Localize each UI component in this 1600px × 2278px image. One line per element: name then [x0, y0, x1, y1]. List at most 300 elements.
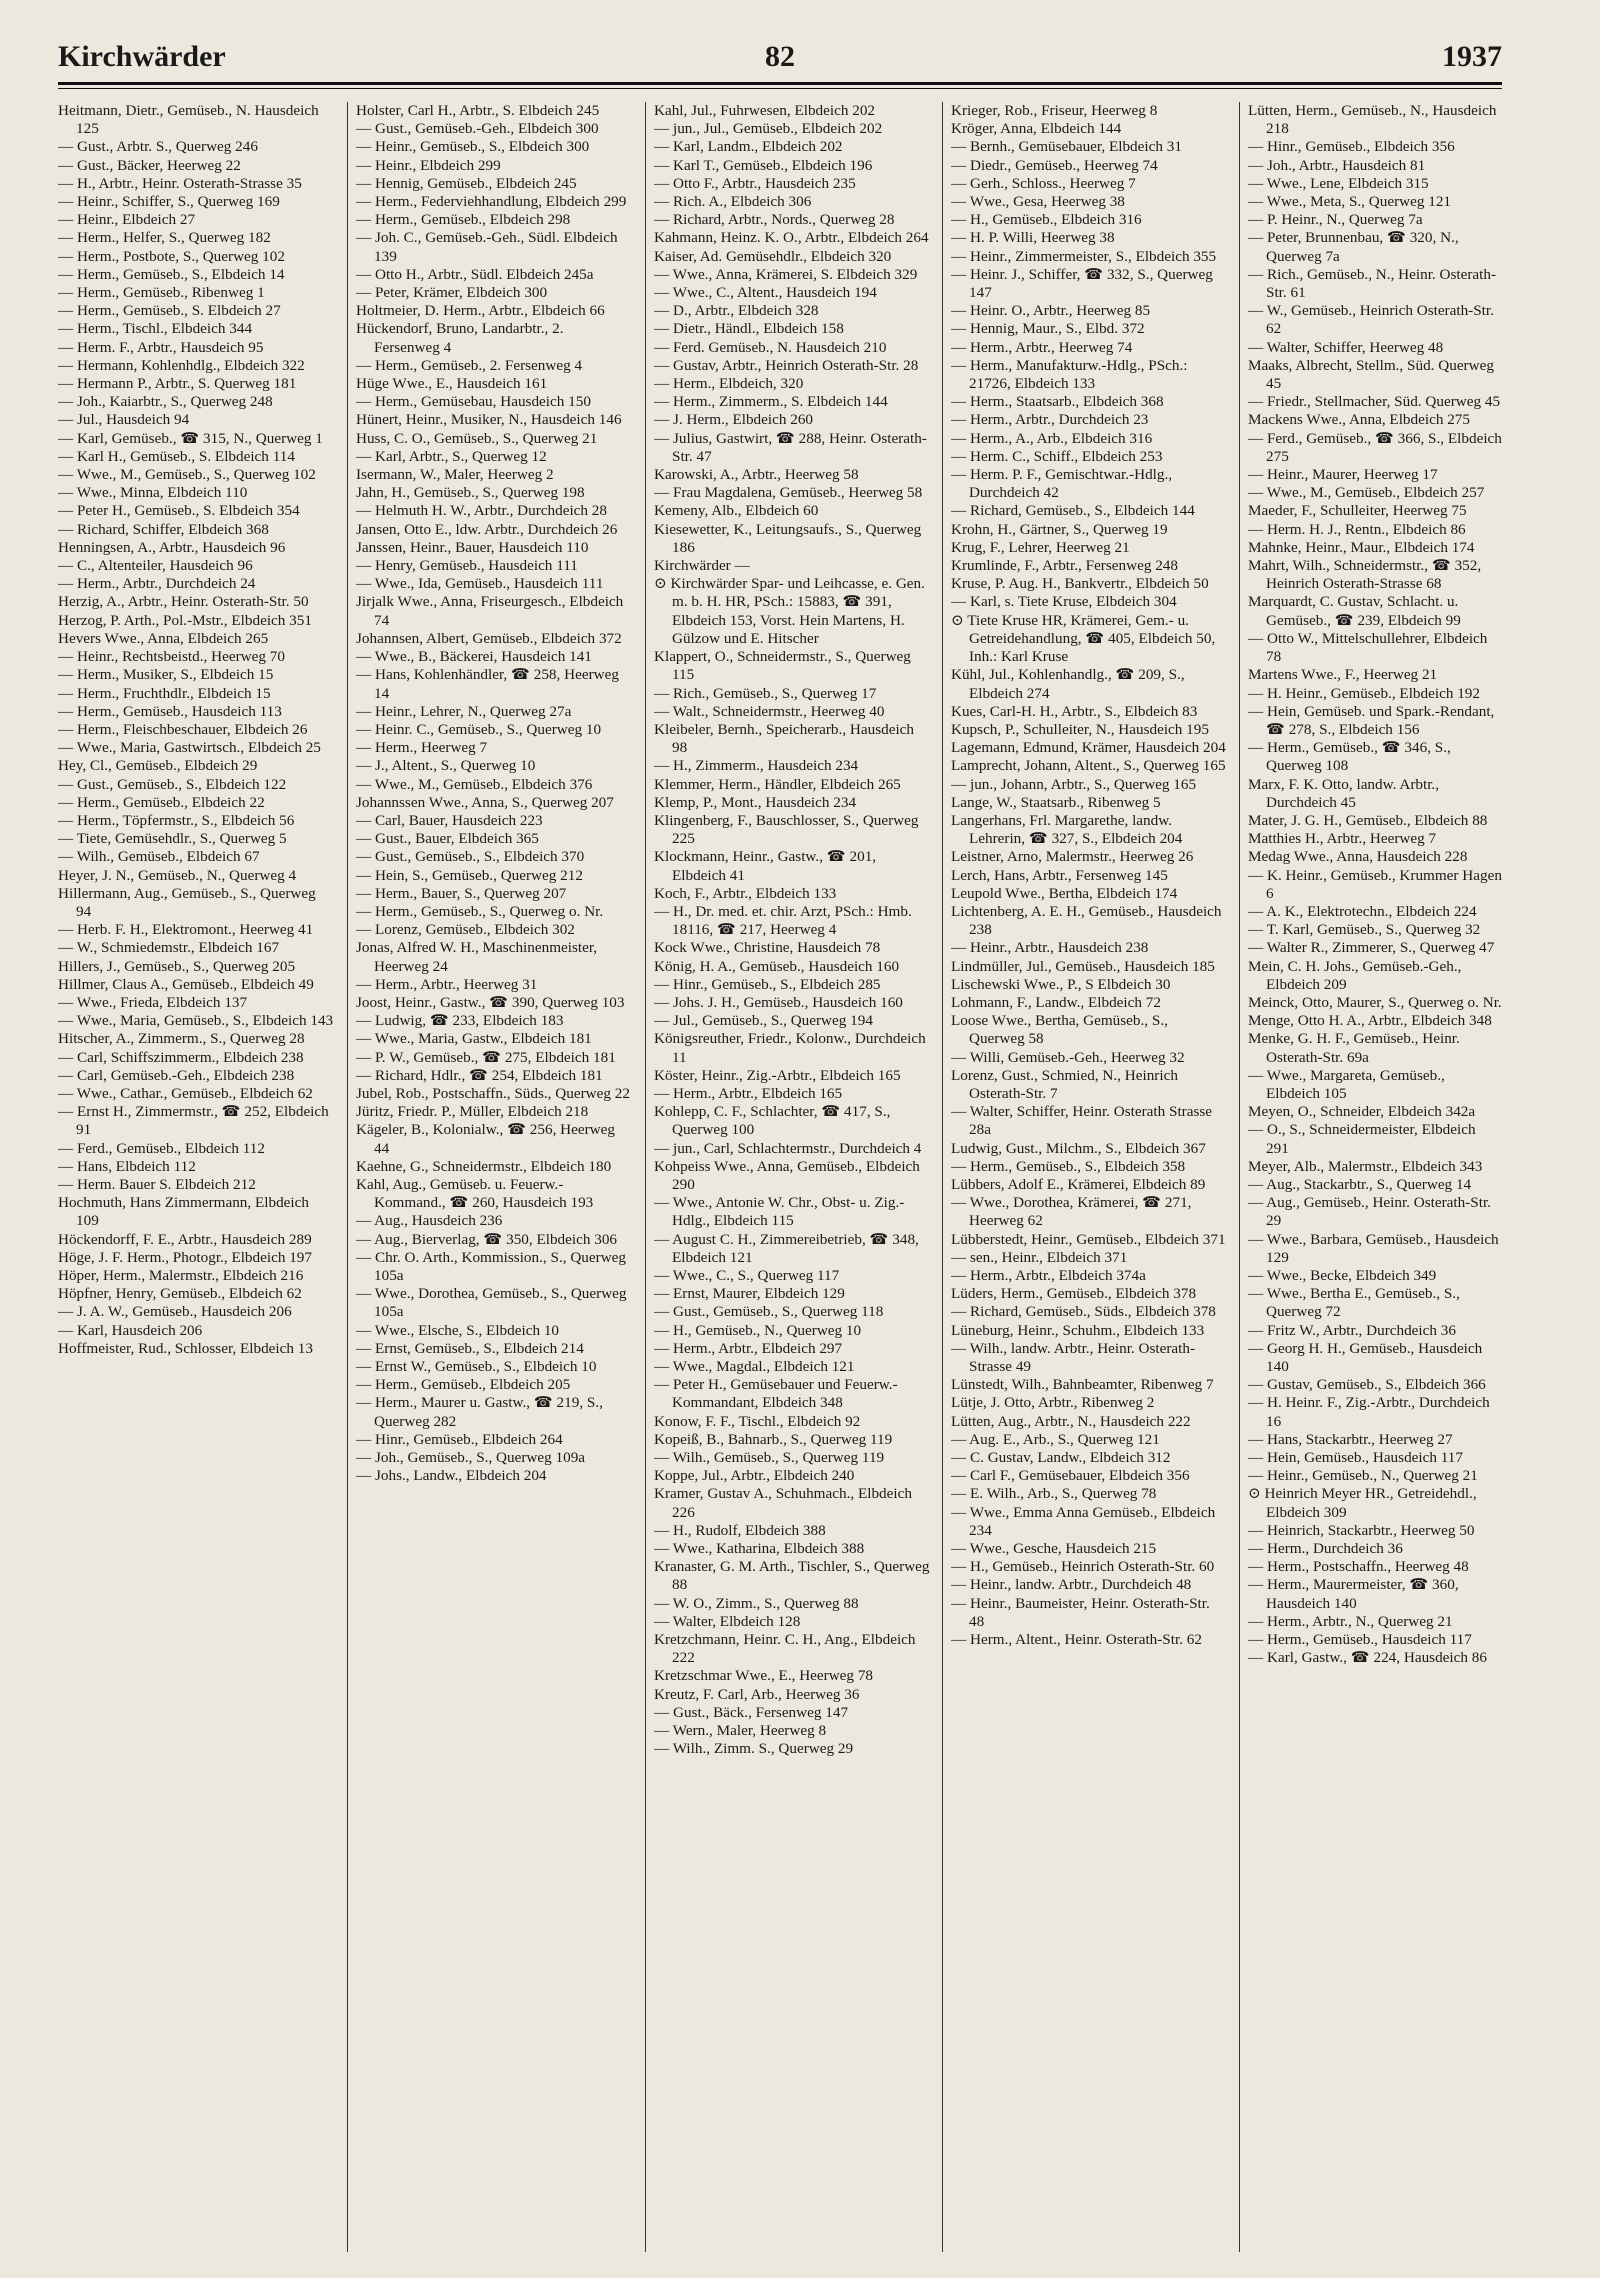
directory-entry: — Peter, Brunnenbau, ☎ 320, N., Querweg 7a: [1248, 229, 1459, 265]
directory-entry: — Herm., Gemüseb., Elbdeich 22: [58, 793, 265, 811]
directory-entry: — Gust., Gemüseb., S., Elbdeich 370: [356, 848, 585, 866]
directory-entry: — E. Wilh., Arb., S., Querweg 78: [951, 1485, 1157, 1503]
directory-entry: — W., Schmiedemstr., Elbdeich 167: [58, 939, 280, 957]
directory-entry: Menge, Otto H. A., Arbtr., Elbdeich 348: [1248, 1012, 1492, 1030]
directory-entry: — Herm., Postbote, S., Querweg 102: [58, 247, 285, 265]
directory-entry: Köster, Heinr., Zig.-Arbtr., Elbdeich 165: [654, 1066, 901, 1084]
directory-entry: — Dietr., Händl., Elbdeich 158: [654, 320, 844, 338]
directory-entry: — Herm., Gemüseb., Ribenweg 1: [58, 284, 265, 302]
directory-entry: — Wwe., Antonie W. Chr., Obst- u. Zig.-Hdlg., Elbdeich 115: [654, 1194, 905, 1230]
directory-entry: — Gust., Gemüseb.-Geh., Elbdeich 300: [356, 120, 599, 138]
directory-entry: — Wwe., Maria, Gastwirtsch., Elbdeich 25: [58, 739, 321, 757]
directory-entry: — Herm., Postschaffn., Heerweg 48: [1248, 1558, 1469, 1576]
directory-entry: — Wwe., Cathar., Gemüseb., Elbdeich 62: [58, 1084, 313, 1102]
directory-entry: — Ludwig, ☎ 233, Elbdeich 183: [356, 1012, 564, 1030]
directory-entry: — Ernst H., Zimmermstr., ☎ 252, Elbdeich 91: [58, 1103, 329, 1139]
directory-entry: — Peter H., Gemüsebauer und Feuerw.-Kommandant, Elbdeich 348: [654, 1376, 898, 1412]
directory-entry: Hillermann, Aug., Gemüseb., S., Querweg 94: [58, 884, 316, 920]
directory-entry: — Heinr. C., Gemüseb., S., Querweg 10: [356, 720, 602, 738]
directory-entry: — Walter R., Zimmerer, S., Querweg 47: [1248, 939, 1495, 957]
directory-entry: ⊙ Kirchwärder Spar- und Leihcasse, e. Gen. m. b. H. HR, PSch.: 15883, ☎ 391, Elbdeich 153, Vorst. Hein Martens, H. Gülzow und E. Hitscher: [654, 575, 925, 647]
directory-entry: Jansen, Otto E., ldw. Arbtr., Durchdeich 26: [356, 520, 618, 538]
directory-entry: — Karl, Arbtr., S., Querweg 12: [356, 447, 547, 465]
directory-entry: Hüge Wwe., E., Hausdeich 161: [356, 375, 548, 393]
directory-entry: Meyen, O., Schneider, Elbdeich 342a: [1248, 1103, 1476, 1121]
directory-entry: — P. W., Gemüseb., ☎ 275, Elbdeich 181: [356, 1048, 616, 1066]
directory-entry: — Herm., Fleischbeschauer, Elbdeich 26: [58, 720, 308, 738]
directory-entry: — P. Heinr., N., Querweg 7a: [1248, 211, 1423, 229]
directory-entry: Leupold Wwe., Bertha, Elbdeich 174: [951, 884, 1178, 902]
column-2: [356, 102, 632, 2252]
directory-entry: — Herm., Gemüseb., ☎ 346, S., Querweg 108: [1248, 739, 1451, 775]
directory-entry: — Carl, Schiffszimmerm., Elbdeich 238: [58, 1048, 304, 1066]
directory-entry: — jun., Johann, Arbtr., S., Querweg 165: [951, 775, 1197, 793]
directory-entry: Meinck, Otto, Maurer, S., Querweg o. Nr.: [1248, 993, 1502, 1011]
directory-entry: — Peter, Krämer, Elbdeich 300: [356, 284, 548, 302]
directory-entry: Ludwig, Gust., Milchm., S., Elbdeich 367: [951, 1139, 1206, 1157]
directory-entry: — Wilh., Zimm. S., Querweg 29: [654, 1740, 854, 1758]
directory-entry: Jüritz, Friedr. P., Müller, Elbdeich 218: [356, 1103, 589, 1121]
directory-entry: Kretzschmar Wwe., E., Heerweg 78: [654, 1667, 874, 1685]
directory-entry: — Wwe., M., Gemüseb., Elbdeich 257: [1248, 484, 1485, 502]
directory-entry: Krumlinde, F., Arbtr., Fersenweg 248: [951, 557, 1178, 575]
directory-entry: Klemmer, Herm., Händler, Elbdeich 265: [654, 775, 901, 793]
directory-entry: Mater, J. G. H., Gemüseb., Elbdeich 88: [1248, 811, 1488, 829]
directory-entry: — August C. H., Zimmereibetrieb, ☎ 348, Elbdeich 121: [654, 1230, 919, 1266]
directory-entry: — Heinrich, Stackarbtr., Heerweg 50: [1248, 1521, 1475, 1539]
directory-entry: — Fritz W., Arbtr., Durchdeich 36: [1248, 1321, 1456, 1339]
directory-entry: — Heinr., landw. Arbtr., Durchdeich 48: [951, 1576, 1192, 1594]
directory-entry: Hoffmeister, Rud., Schlosser, Elbdeich 13: [58, 1339, 313, 1357]
directory-entry: — Herm., Gemüsebau, Hausdeich 150: [356, 393, 591, 411]
directory-entry: — Peter H., Gemüseb., S. Elbdeich 354: [58, 502, 300, 520]
directory-entry: — Ferd., Gemüseb., ☎ 366, S., Elbdeich 275: [1248, 429, 1502, 465]
directory-entry: — Aug., Stackarbtr., S., Querweg 14: [1248, 1175, 1472, 1193]
directory-entry: — Hermann P., Arbtr., S. Querweg 181: [58, 375, 297, 393]
directory-entry: Marquardt, C. Gustav, Schlacht. u. Gemüseb., ☎ 239, Elbdeich 99: [1248, 593, 1461, 629]
directory-entry: — Hinr., Gemüseb., Elbdeich 264: [356, 1430, 563, 1448]
directory-entry: Mackens Wwe., Anna, Elbdeich 275: [1248, 411, 1470, 429]
directory-entry: — Wwe., Becke, Elbdeich 349: [1248, 1267, 1437, 1284]
directory-entry: — Wwe., Lene, Elbdeich 315: [1248, 174, 1429, 192]
directory-entry: — Richard, Schiffer, Elbdeich 368: [58, 520, 269, 538]
directory-entry: Kägeler, B., Kolonialw., ☎ 256, Heerweg 44: [356, 1121, 615, 1157]
directory-entry: — K. Heinr., Gemüseb., Krummer Hagen 6: [1248, 866, 1502, 902]
directory-entry: — Herm., Federviehhandlung, Elbdeich 299: [356, 193, 627, 211]
directory-entry: — Otto F., Arbtr., Hausdeich 235: [654, 174, 856, 192]
directory-entry: — Heinr., Elbdeich 27: [58, 211, 196, 229]
directory-entry: Mein, C. H. Johs., Gemüseb.-Geh., Elbdeich 209: [1248, 957, 1462, 993]
directory-entry: Hückendorf, Bruno, Landarbtr., 2. Fersenweg 4: [356, 320, 564, 356]
directory-entry: Kemeny, Alb., Elbdeich 60: [654, 502, 819, 520]
directory-entry: — Herm., Arbtr., Heerweg 74: [951, 338, 1133, 356]
directory-entry: Heyer, J. N., Gemüseb., N., Querweg 4: [58, 866, 297, 884]
directory-entry: — Herm. Bauer S. Elbdeich 212: [58, 1175, 256, 1193]
directory-entry: — Herm., Maurermeister, ☎ 360, Hausdeich 140: [1248, 1576, 1459, 1612]
directory-entry: Loose Wwe., Bertha, Gemüseb., S., Querweg 58: [951, 1012, 1168, 1048]
directory-entry: Kupsch, P., Schulleiter, N., Hausdeich 195: [951, 720, 1209, 738]
directory-entry: — J., Altent., S., Querweg 10: [356, 757, 536, 775]
directory-entry: — Wwe., Emma Anna Gemüseb., Elbdeich 234: [951, 1503, 1216, 1539]
column-divider: [645, 102, 646, 2252]
directory-entry: — Wwe., M., Gemüseb., Elbdeich 376: [356, 775, 593, 793]
directory-entry: — Herm., Elbdeich, 320: [654, 375, 804, 393]
directory-entry: — Wern., Maler, Heerweg 8: [654, 1722, 827, 1740]
directory-entry: — Carl F., Gemüsebauer, Elbdeich 356: [951, 1467, 1190, 1485]
directory-entry: — Heinr. O., Arbtr., Heerweg 85: [951, 302, 1151, 320]
directory-entry: — Ernst W., Gemüseb., S., Elbdeich 10: [356, 1358, 597, 1376]
directory-entry: — Hermann, Kohlenhdlg., Elbdeich 322: [58, 356, 305, 374]
directory-entry: Kirchwärder —: [654, 557, 750, 575]
directory-entry: — Herm., Heerweg 7: [356, 739, 488, 757]
directory-entry: — Herm., Gemüseb., 2. Fersenweg 4: [356, 356, 583, 374]
directory-entry: Matthies H., Arbtr., Heerweg 7: [1248, 830, 1437, 848]
directory-entry: — Richard, Hdlr., ☎ 254, Elbdeich 181: [356, 1066, 603, 1084]
directory-entry: — Henry, Gemüseb., Hausdeich 111: [356, 557, 578, 575]
directory-entry: — Hein, S., Gemüseb., Querweg 212: [356, 866, 583, 884]
directory-entry: — Joh., Arbtr., Hausdeich 81: [1248, 156, 1426, 174]
directory-entry: Lorenz, Gust., Schmied, N., Heinrich Osterath-Str. 7: [951, 1066, 1178, 1102]
directory-entry: — Herm., Gemüseb., S., Elbdeich 358: [951, 1157, 1186, 1175]
directory-entry: — Wwe., Gesche, Hausdeich 215: [951, 1540, 1157, 1558]
directory-entry: — Herm., Altent., Heinr. Osterath-Str. 62: [951, 1631, 1202, 1649]
directory-entry: — Carl, Bauer, Hausdeich 223: [356, 811, 543, 829]
directory-entry: — sen., Heinr., Elbdeich 371: [951, 1248, 1128, 1266]
directory-entry: — Hennig, Gemüseb., Elbdeich 245: [356, 174, 577, 192]
directory-entry: — Heinr., Zimmermeister, S., Elbdeich 355: [951, 247, 1217, 265]
directory-entry: Kretzchmann, Heinr. C. H., Ang., Elbdeich 222: [654, 1631, 916, 1667]
directory-entry: — H., Gemüseb., Heinrich Osterath-Str. 60: [951, 1558, 1215, 1576]
directory-entry: — Heinr., Rechtsbeistd., Heerweg 70: [58, 648, 285, 666]
directory-entry: Lischewski Wwe., P., S Elbdeich 30: [951, 975, 1171, 993]
directory-entry: — Julius, Gastwirt, ☎ 288, Heinr. Osterath-Str. 47: [654, 429, 927, 465]
directory-entry: Holtmeier, D. Herm., Arbtr., Elbdeich 66: [356, 302, 605, 320]
directory-entry: Kranaster, G. M. Arth., Tischler, S., Querweg 88: [654, 1558, 930, 1594]
directory-entry: Hochmuth, Hans Zimmermann, Elbdeich 109: [58, 1194, 309, 1230]
directory-entry: — Wilh., landw. Arbtr., Heinr. Osterath-Strasse 49: [951, 1339, 1196, 1376]
directory-entry: — J. Herm., Elbdeich 260: [654, 411, 814, 429]
directory-entry: — Gust., Gemüseb., S., Elbdeich 122: [58, 775, 287, 793]
directory-entry: — H., Arbtr., Heinr. Osterath-Strasse 35: [58, 174, 302, 192]
directory-entry: — W., Gemüseb., Heinrich Osterath-Str. 62: [1248, 302, 1494, 338]
directory-entry: — Diedr., Gemüseb., Heerweg 74: [951, 156, 1158, 174]
directory-entry: Hevers Wwe., Anna, Elbdeich 265: [58, 629, 269, 647]
directory-entry: — Herm., Arbtr., Durchdeich 23: [951, 411, 1149, 429]
directory-entry: Klockmann, Heinr., Gastw., ☎ 201, Elbdeich 41: [654, 848, 877, 884]
directory-entry: — Herm., A., Arb., Elbdeich 316: [951, 429, 1153, 447]
directory-entry: Höckendorff, F. E., Arbtr., Hausdeich 289: [58, 1230, 312, 1248]
directory-entry: — H. Heinr. F., Zig.-Arbtr., Durchdeich 16: [1248, 1394, 1490, 1430]
directory-entry: Lübbers, Adolf E., Krämerei, Elbdeich 89: [951, 1175, 1206, 1193]
directory-entry: — Gust., Gemüseb., S., Querweg 118: [654, 1303, 884, 1321]
column-divider: [942, 102, 943, 2252]
directory-entry: — Georg H. H., Gemüseb., Hausdeich 140: [1248, 1339, 1483, 1376]
directory-entry: — Carl, Gemüseb.-Geh., Elbdeich 238: [58, 1066, 295, 1084]
directory-entry: — Herm., Arbtr., N., Querweg 21: [1248, 1612, 1453, 1630]
directory-entry: — Rich. A., Elbdeich 306: [654, 193, 812, 211]
directory-entry: — Herm., Fruchthdlr., Elbdeich 15: [58, 684, 271, 702]
directory-entry: Lichtenberg, A. E. H., Gemüseb., Hausdeich 238: [951, 902, 1222, 939]
directory-entry: — Rich., Gemüseb., N., Heinr. Osterath-Str. 61: [1248, 265, 1497, 302]
directory-entry: — Herm., Gemüseb., S., Querweg o. Nr.: [356, 902, 604, 920]
directory-entry: Jubel, Rob., Postschaffn., Süds., Querweg 22: [356, 1084, 630, 1102]
directory-entry: Kaehne, G., Schneidermstr., Elbdeich 180: [356, 1157, 612, 1175]
directory-entry: — Herb. F. H., Elektromont., Heerweg 41: [58, 921, 314, 939]
directory-entry: — Johs. J. H., Gemüseb., Hausdeich 160: [654, 993, 903, 1011]
directory-entry: — Willi, Gemüseb.-Geh., Heerweg 32: [951, 1048, 1185, 1066]
directory-entry: — Herm., Gemüseb., S., Elbdeich 14: [58, 265, 285, 283]
directory-entry: Lütten, Herm., Gemüseb., N., Hausdeich 218: [1248, 102, 1497, 138]
directory-entry: Krohn, H., Gärtner, S., Querweg 19: [951, 520, 1168, 538]
directory-entry: — Hinr., Gemüseb., Elbdeich 356: [1248, 138, 1455, 156]
directory-entry: Höpfner, Henry, Gemüseb., Elbdeich 62: [58, 1285, 302, 1303]
directory-entry: — Herm., Tischl., Elbdeich 344: [58, 320, 253, 338]
directory-entry: — H., Gemüseb., N., Querweg 10: [654, 1321, 862, 1339]
directory-entry: — W. O., Zimm., S., Querweg 88: [654, 1594, 859, 1612]
page-number: 82: [765, 40, 795, 73]
directory-entry: — Aug. E., Arb., S., Querweg 121: [951, 1430, 1160, 1448]
directory-entry: — Wwe., Magdal., Elbdeich 121: [654, 1358, 855, 1376]
directory-entry: Kahmann, Heinz. K. O., Arbtr., Elbdeich 264: [654, 229, 929, 247]
directory-entry: — Joh., Gemüseb., S., Querweg 109a: [356, 1449, 586, 1467]
directory-entry: — Wilh., Gemüseb., Elbdeich 67: [58, 848, 260, 866]
directory-entry: Kaiser, Ad. Gemüsehdlr., Elbdeich 320: [654, 247, 892, 265]
directory-entry: — H., Gemüseb., Elbdeich 316: [951, 211, 1142, 229]
column-1: [58, 102, 334, 2252]
directory-entry: Hünert, Heinr., Musiker, N., Hausdeich 146: [356, 411, 622, 429]
directory-entry: Jonas, Alfred W. H., Maschinenmeister, Heerweg 24: [356, 939, 598, 975]
directory-entry: — Herm. C., Schiff., Elbdeich 253: [951, 447, 1163, 465]
directory-entry: — H., Dr. med. et. chir. Arzt, PSch.: Hmb. 18116, ☎ 217, Heerweg 4: [654, 902, 912, 939]
directory-entry: Klappert, O., Schneidermstr., S., Querweg 115: [654, 648, 911, 684]
directory-entry: — Herm., Musiker, S., Elbdeich 15: [58, 666, 274, 684]
column-5: [1248, 102, 1502, 2252]
directory-entry: Lindmüller, Jul., Gemüseb., Hausdeich 185: [951, 957, 1215, 975]
directory-entry: — Friedr., Stellmacher, Süd. Querweg 45: [1248, 393, 1501, 411]
directory-entry: — Herm., Zimmerm., S. Elbdeich 144: [654, 393, 888, 411]
directory-entry: Kröger, Anna, Elbdeich 144: [951, 120, 1122, 138]
directory-entry: — Karl H., Gemüseb., S. Elbdeich 114: [58, 447, 295, 465]
directory-entry: Langerhans, Frl. Margarethe, landw. Lehrerin, ☎ 327, S., Elbdeich 204: [951, 811, 1183, 848]
directory-entry: Krieger, Rob., Friseur, Heerweg 8: [951, 102, 1158, 119]
directory-entry: — Wwe., Anna, Krämerei, S. Elbdeich 329: [654, 265, 918, 283]
directory-entry: — Herm., Bauer, S., Querweg 207: [356, 884, 567, 902]
directory-entry: — Aug., Bierverlag, ☎ 350, Elbdeich 306: [356, 1230, 618, 1248]
directory-entry: — Hinr., Gemüseb., S., Elbdeich 285: [654, 975, 881, 993]
directory-entry: — Herm., Maurer u. Gastw., ☎ 219, S., Querweg 282: [356, 1394, 603, 1430]
directory-entry: Maaks, Albrecht, Stellm., Süd. Querweg 45: [1248, 356, 1494, 393]
directory-entry: — Ferd., Gemüseb., Elbdeich 112: [58, 1139, 265, 1157]
page-year: 1937: [1442, 40, 1502, 73]
directory-entry: Huss, C. O., Gemüseb., S., Querweg 21: [356, 429, 598, 447]
directory-entry: Klemp, P., Mont., Hausdeich 234: [654, 793, 857, 811]
directory-entry: Herzig, A., Arbtr., Heinr. Osterath-Str. 50: [58, 593, 309, 611]
directory-entry: Kleibeler, Bernh., Speicherarb., Hausdeich 98: [654, 720, 915, 757]
directory-entry: — Karl T., Gemüseb., Elbdeich 196: [654, 156, 873, 174]
directory-entry: — A. K., Elektrotechn., Elbdeich 224: [1248, 902, 1477, 920]
directory-entry: — Herm., Arbtr., Elbdeich 297: [654, 1339, 843, 1357]
directory-entry: — Heinr. J., Schiffer, ☎ 332, S., Querweg 147: [951, 265, 1213, 302]
directory-entry: Koch, F., Arbtr., Elbdeich 133: [654, 884, 837, 902]
column-3: [654, 102, 930, 2252]
directory-entry: — Herm., Gemüseb., S. Elbdeich 27: [58, 302, 281, 320]
directory-entry: — Bernh., Gemüsebauer, Elbdeich 31: [951, 138, 1182, 156]
directory-entry: Joost, Heinr., Gastw., ☎ 390, Querweg 103: [356, 993, 625, 1011]
directory-entry: — Heinr., Baumeister, Heinr. Osterath-Str. 48: [951, 1594, 1210, 1630]
directory-entry: Kahl, Jul., Fuhrwesen, Elbdeich 202: [654, 102, 876, 119]
directory-entry: — Joh., Kaiarbtr., S., Querweg 248: [58, 393, 273, 411]
directory-entry: — H. P. Willi, Heerweg 38: [951, 229, 1115, 247]
directory-entry: — Herm., Gemüseb., Elbdeich 298: [356, 211, 571, 229]
directory-entry: — J. A. W., Gemüseb., Hausdeich 206: [58, 1303, 292, 1321]
directory-entry: — T. Karl, Gemüseb., S., Querweg 32: [1248, 921, 1481, 939]
directory-entry: — Wwe., Maria, Gemüseb., S., Elbdeich 143: [58, 1012, 334, 1030]
directory-entry: — Rich., Gemüseb., S., Querweg 17: [654, 684, 877, 702]
directory-entry: Königsreuther, Friedr., Kolonw., Durchdeich 11: [654, 1030, 926, 1066]
directory-entry: — Otto H., Arbtr., Südl. Elbdeich 245a: [356, 265, 594, 283]
directory-entry: — Herm., Arbtr., Elbdeich 165: [654, 1084, 843, 1102]
directory-entry: Lange, W., Staatsarb., Ribenweg 5: [951, 793, 1161, 811]
directory-entry: — Frau Magdalena, Gemüseb., Heerweg 58: [654, 484, 923, 502]
directory-entry: — Jul., Hausdeich 94: [58, 411, 190, 429]
directory-entry: — Gustav, Gemüseb., S., Elbdeich 366: [1248, 1376, 1486, 1394]
column-4: [951, 102, 1227, 2252]
directory-entry: — Aug., Hausdeich 236: [356, 1212, 503, 1230]
page-place-heading: Kirchwärder: [58, 40, 226, 73]
directory-entry: — Aug., Gemüseb., Heinr. Osterath-Str. 29: [1248, 1194, 1491, 1230]
directory-entry: — Hans, Elbdeich 112: [58, 1157, 196, 1175]
page-header: [58, 40, 1502, 80]
directory-entry: — Herm. H. J., Rentn., Elbdeich 86: [1248, 520, 1466, 538]
directory-entry: — Hans, Stackarbtr., Heerweg 27: [1248, 1430, 1453, 1448]
directory-entry: — Wwe., B., Bäckerei, Hausdeich 141: [356, 648, 592, 666]
directory-entry: Lütje, J. Otto, Arbtr., Ribenweg 2: [951, 1394, 1155, 1412]
directory-entry: — Gust., Bäck., Fersenweg 147: [654, 1703, 849, 1721]
directory-entry: Krug, F., Lehrer, Heerweg 21: [951, 538, 1130, 556]
directory-entry: — H. Heinr., Gemüseb., Elbdeich 192: [1248, 684, 1480, 702]
directory-entry: Johannssen Wwe., Anna, S., Querweg 207: [356, 793, 614, 811]
directory-entry: — Herm. F., Arbtr., Hausdeich 95: [58, 338, 264, 356]
directory-entry: Martens Wwe., F., Heerweg 21: [1248, 666, 1438, 684]
directory-entry: Mahrt, Wilh., Schneidermstr., ☎ 352, Heinrich Osterath-Strasse 68: [1248, 557, 1482, 593]
directory-entry: — Wwe., Elsche, S., Elbdeich 10: [356, 1321, 560, 1339]
directory-entry: — C., Altenteiler, Hausdeich 96: [58, 557, 253, 575]
directory-entry: Isermann, W., Maler, Heerweg 2: [356, 466, 554, 484]
directory-entry: — Helmuth H. W., Arbtr., Durchdeich 28: [356, 502, 607, 520]
directory-entry: — Herm., Manufakturw.-Hdlg., PSch.: 21726, Elbdeich 133: [951, 356, 1188, 393]
directory-entry: — Walter, Schiffer, Heinr. Osterath Strasse 28a: [951, 1103, 1213, 1139]
directory-entry: — Wwe., Maria, Gastw., Elbdeich 181: [356, 1030, 592, 1048]
directory-entry: — C. Gustav, Landw., Elbdeich 312: [951, 1449, 1171, 1467]
directory-entry: Hitscher, A., Zimmerm., S., Querweg 28: [58, 1030, 305, 1048]
directory-entry: — Richard, Gemüseb., S., Elbdeich 144: [951, 502, 1195, 520]
directory-entry: — Herm., Gemüseb., Hausdeich 113: [58, 702, 282, 720]
directory-entry: — Walter, Schiffer, Heerweg 48: [1248, 338, 1444, 356]
directory-entry: — Ernst, Maurer, Elbdeich 129: [654, 1285, 845, 1303]
directory-entry: — Wilh., Gemüseb., S., Querweg 119: [654, 1449, 885, 1467]
directory-entry: — Richard, Gemüseb., Süds., Elbdeich 378: [951, 1303, 1216, 1321]
directory-entry: — Heinr., Elbdeich 299: [356, 156, 501, 174]
directory-entry: — Heinr., Gemüseb., N., Querweg 21: [1248, 1467, 1478, 1485]
directory-entry: — Karl, Gemüseb., ☎ 315, N., Querweg 1: [58, 429, 323, 447]
directory-entry: — Herm., Gemüseb., Hausdeich 117: [1248, 1631, 1472, 1649]
directory-entry: Karowski, A., Arbtr., Heerweg 58: [654, 466, 859, 484]
directory-entry: — jun., Jul., Gemüseb., Elbdeich 202: [654, 120, 883, 138]
header-rule: [58, 82, 1502, 85]
directory-entry: ⊙ Tiete Kruse HR, Krämerei, Gem.- u. Getreidehandlung, ☎ 405, Elbdeich 50, Inh.: Karl Kruse: [951, 611, 1216, 666]
directory-entry: — Joh. C., Gemüseb.-Geh., Südl. Elbdeich 139: [356, 229, 618, 265]
directory-entry: — Gust., Bäcker, Heerweg 22: [58, 156, 241, 174]
directory-entry: — H., Rudolf, Elbdeich 388: [654, 1521, 826, 1539]
directory-entry: — Wwe., Gesa, Heerweg 38: [951, 193, 1125, 211]
directory-entry: — Heinr., Schiffer, S., Querweg 169: [58, 193, 280, 211]
directory-entry: Kahl, Aug., Gemüseb. u. Feuerw.-Kommand., ☎ 260, Hausdeich 193: [356, 1175, 594, 1212]
directory-entry: — jun., Carl, Schlachtermstr., Durchdeich 4: [654, 1139, 922, 1157]
directory-entry: — Gerh., Schloss., Heerweg 7: [951, 174, 1136, 192]
directory-entry: Kohlepp, C. F., Schlachter, ☎ 417, S., Querweg 100: [654, 1103, 891, 1139]
directory-entry: — Herm., Arbtr., Durchdeich 24: [58, 575, 256, 593]
directory-entry: — Wwe., Minna, Elbdeich 110: [58, 484, 248, 502]
directory-entry: — Karl, Hausdeich 206: [58, 1321, 203, 1339]
directory-entry: Lagemann, Edmund, Krämer, Hausdeich 204: [951, 739, 1226, 757]
directory-entry: Höge, J. F. Herm., Photogr., Elbdeich 197: [58, 1248, 312, 1266]
directory-entry: — Hennig, Maur., S., Elbd. 372: [951, 320, 1145, 338]
directory-entry: — Herm., Arbtr., Elbdeich 374a: [951, 1267, 1146, 1284]
directory-entry: — Wwe., Dorothea, Krämerei, ☎ 271, Heerweg 62: [951, 1194, 1192, 1230]
directory-entry: Hillmer, Claus A., Gemüseb., Elbdeich 49: [58, 975, 314, 993]
directory-entry: — Herm., Staatsarb., Elbdeich 368: [951, 393, 1164, 411]
directory-entry: — Lorenz, Gemüseb., Elbdeich 302: [356, 921, 575, 939]
directory-entry: — Karl, Landm., Elbdeich 202: [654, 138, 843, 156]
directory-entry: — Ernst, Gemüseb., S., Elbdeich 214: [356, 1339, 584, 1357]
directory-entry: — Otto W., Mittelschullehrer, Elbdeich 78: [1248, 629, 1488, 666]
directory-entry: Kiesewetter, K., Leitungsaufs., S., Querweg 186: [654, 520, 922, 556]
directory-entry: — Karl, Gastw., ☎ 224, Hausdeich 86: [1248, 1649, 1487, 1667]
directory-entry: Lamprecht, Johann, Altent., S., Querweg 165: [951, 757, 1226, 775]
directory-entry: — Heinr., Arbtr., Hausdeich 238: [951, 939, 1149, 957]
directory-entry: Menke, G. H. F., Gemüseb., Heinr. Osterath-Str. 69a: [1248, 1030, 1460, 1066]
directory-entry: — Herm., Arbtr., Heerweg 31: [356, 975, 538, 993]
directory-entry: — Wwe., Frieda, Elbdeich 137: [58, 993, 248, 1011]
directory-entry: — Wwe., Bertha E., Gemüseb., S., Querweg 72: [1248, 1285, 1460, 1321]
directory-entry: Kreutz, F. Carl, Arb., Heerweg 36: [654, 1685, 860, 1703]
directory-entry: Maeder, F., Schulleiter, Heerweg 75: [1248, 502, 1467, 520]
directory-entry: Lünstedt, Wilh., Bahnbeamter, Ribenweg 7: [951, 1376, 1214, 1394]
directory-entry: — D., Arbtr., Elbdeich 328: [654, 302, 819, 320]
directory-entry: — O., S., Schneidermeister, Elbdeich 291: [1248, 1121, 1476, 1157]
directory-entry: Höper, Herm., Malermstr., Elbdeich 216: [58, 1267, 304, 1284]
directory-entry: — Karl, s. Tiete Kruse, Elbdeich 304: [951, 593, 1177, 611]
directory-entry: — Wwe., Dorothea, Gemüseb., S., Querweg 105a: [356, 1285, 627, 1321]
directory-entry: Klingenberg, F., Bauschlosser, S., Querweg 225: [654, 811, 919, 848]
directory-entry: — Gustav, Arbtr., Heinrich Osterath-Str. 28: [654, 356, 919, 374]
directory-entry: Holster, Carl H., Arbtr., S. Elbdeich 245: [356, 102, 600, 119]
directory-entry: ⊙ Heinrich Meyer HR., Getreidehdl., Elbdeich 309: [1248, 1485, 1477, 1521]
directory-entry: Hey, Cl., Gemüseb., Elbdeich 29: [58, 757, 258, 775]
directory-entry: Konow, F. F., Tischl., Elbdeich 92: [654, 1412, 861, 1430]
header-rule-thin: [58, 88, 1502, 89]
directory-entry: König, H. A., Gemüseb., Hausdeich 160: [654, 957, 900, 975]
directory-entry: — Wwe., C., Altent., Hausdeich 194: [654, 284, 877, 302]
directory-columns: [58, 102, 1502, 2252]
directory-entry: — Johs., Landw., Elbdeich 204: [356, 1467, 547, 1485]
directory-entry: — Richard, Arbtr., Nords., Querweg 28: [654, 211, 895, 229]
directory-entry: — Wwe., C., S., Querweg 117: [654, 1267, 840, 1284]
directory-entry: — Herm., Gemüseb., Elbdeich 205: [356, 1376, 571, 1394]
directory-entry: — Walter, Elbdeich 128: [654, 1612, 801, 1630]
column-divider: [347, 102, 348, 2252]
directory-entry: Lübberstedt, Heinr., Gemüseb., Elbdeich 371: [951, 1230, 1226, 1248]
